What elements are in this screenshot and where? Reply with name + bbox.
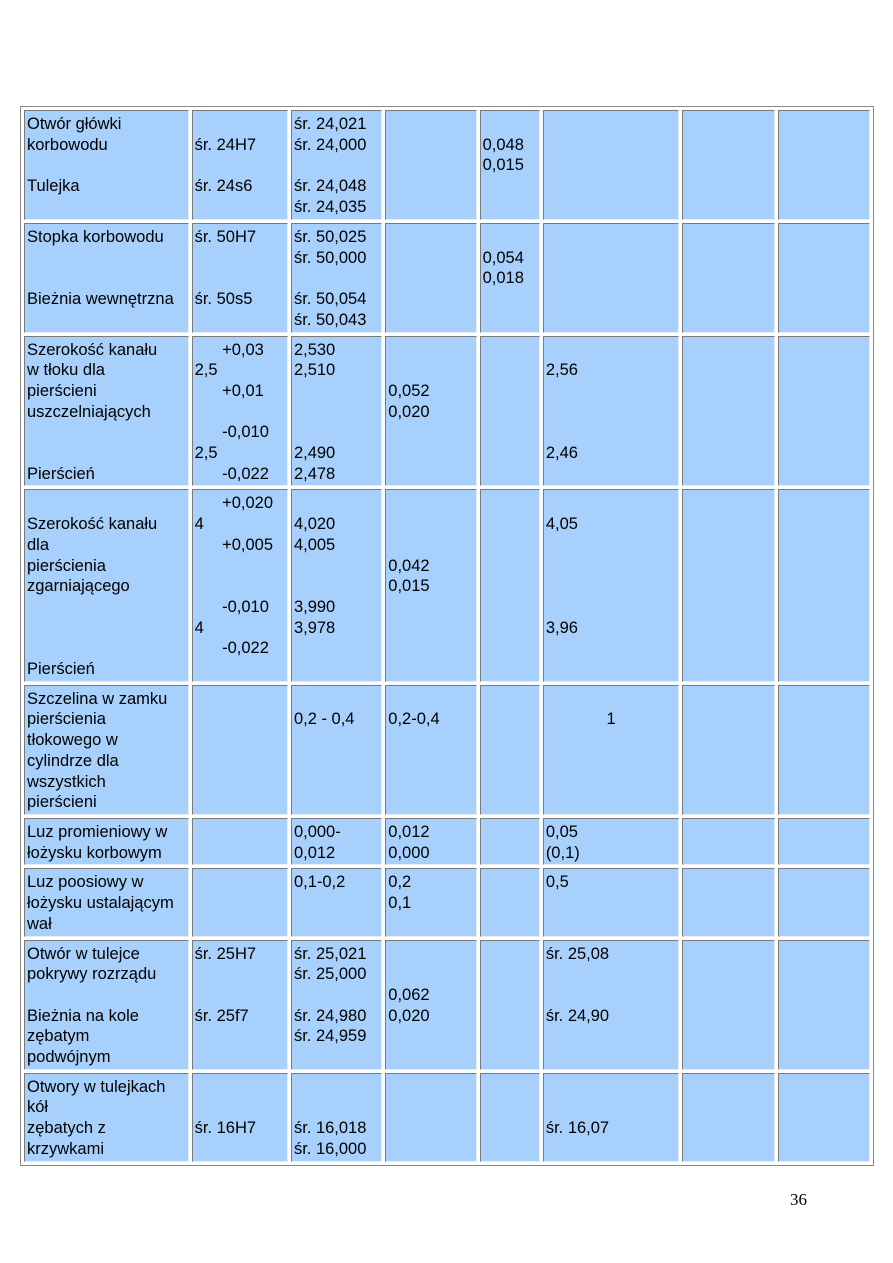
table-cell: [682, 1073, 774, 1162]
table-cell: 0,2-0,4: [385, 685, 476, 815]
table-cell: śr. 25,021 śr. 25,000 śr. 24,980 śr. 24,959: [291, 940, 382, 1070]
table-cell: 0,062 0,020: [385, 940, 476, 1070]
table-cell: [192, 868, 288, 936]
table-cell: 4,020 4,005 3,990 3,978: [291, 489, 382, 681]
table-cell: Luz poosiowy w łożysku ustalającym wał: [24, 868, 189, 936]
table-cell: [480, 1073, 540, 1162]
table-cell: śr. 50,025 śr. 50,000 śr. 50,054 śr. 50,043: [291, 223, 382, 333]
table-cell: 0,000- 0,012: [291, 818, 382, 865]
table-cell: śr. 25H7 śr. 25f7: [192, 940, 288, 1070]
table-cell: [778, 868, 870, 936]
table-cell: 1: [543, 685, 679, 815]
tolerance-table: [20, 106, 874, 1166]
table-cell: [682, 685, 774, 815]
table-row: [24, 868, 870, 936]
table-cell: [778, 940, 870, 1070]
table-cell: Szczelina w zamku pierścienia tłokowego w cylindrze dla wszystkich pierścieni: [24, 685, 189, 815]
table-cell: [682, 336, 774, 487]
table-row: [24, 685, 870, 815]
table-cell: 4,05 3,96: [543, 489, 679, 681]
table-row: [24, 818, 870, 865]
page-number: 36: [790, 1190, 807, 1209]
table-row: [24, 489, 870, 681]
table-cell: [778, 1073, 870, 1162]
table-cell: [480, 940, 540, 1070]
table-cell: 0,012 0,000: [385, 818, 476, 865]
table-cell: Luz promieniowy w łożysku korbowym: [24, 818, 189, 865]
table-cell: [543, 223, 679, 333]
table-cell: 2,56 2,46: [543, 336, 679, 487]
table-cell: śr. 50H7 śr. 50s5: [192, 223, 288, 333]
table-cell: śr. 16,07: [543, 1073, 679, 1162]
table-cell: 0,054 0,018: [480, 223, 540, 333]
table-row: [24, 223, 870, 333]
table-cell: [192, 685, 288, 815]
table-cell: Szerokość kanału w tłoku dla pierścieni uszczelniających Pierścień: [24, 336, 189, 487]
table-cell: 0,05 (0,1): [543, 818, 679, 865]
table-cell: 0,2 - 0,4: [291, 685, 382, 815]
table-cell: [778, 685, 870, 815]
table-cell: [682, 868, 774, 936]
table-cell: [682, 489, 774, 681]
table-cell: śr. 16H7: [192, 1073, 288, 1162]
table-row: [24, 336, 870, 487]
table-cell: 0,048 0,015: [480, 110, 540, 220]
table-cell: +0,03 2,5 +0,01 -0,010 2,5 -0,022: [192, 336, 288, 487]
table-cell: śr. 25,08 śr. 24,90: [543, 940, 679, 1070]
table-cell: [385, 1073, 476, 1162]
table-row: [24, 940, 870, 1070]
table-cell: [778, 223, 870, 333]
table-cell: Otwór w tulejce pokrywy rozrządu Bieżnia na kole zębatym podwójnym: [24, 940, 189, 1070]
table-cell: Szerokość kanału dla pierścienia zgarniającego Pierścień: [24, 489, 189, 681]
table-cell: śr. 24,021 śr. 24,000 śr. 24,048 śr. 24,035: [291, 110, 382, 220]
table-cell: [682, 818, 774, 865]
table-cell: +0,020 4 +0,005 -0,010 4 -0,022: [192, 489, 288, 681]
table-cell: [385, 110, 476, 220]
table-cell: Otwór główki korbowodu Tulejka: [24, 110, 189, 220]
table-cell: 0,2 0,1: [385, 868, 476, 936]
table-cell: śr. 24H7 śr. 24s6: [192, 110, 288, 220]
table-cell: [480, 336, 540, 487]
table-cell: Stopka korbowodu Bieżnia wewnętrzna: [24, 223, 189, 333]
table-cell: [778, 336, 870, 487]
table-cell: [192, 818, 288, 865]
table-cell: [480, 489, 540, 681]
table-cell: 0,1-0,2: [291, 868, 382, 936]
table-cell: Otwory w tulejkach kół zębatych z krzywkami: [24, 1073, 189, 1162]
table-cell: [778, 110, 870, 220]
table-row: [24, 110, 870, 220]
table-cell: [778, 818, 870, 865]
table-cell: [543, 110, 679, 220]
table-cell: [682, 110, 774, 220]
table-cell: 0,042 0,015: [385, 489, 476, 681]
table-row: [24, 1073, 870, 1162]
table-cell: [682, 223, 774, 333]
table-cell: 2,530 2,510 2,490 2,478: [291, 336, 382, 487]
table-cell: [778, 489, 870, 681]
table-cell: [480, 685, 540, 815]
table-cell: 0,052 0,020: [385, 336, 476, 487]
table-cell: [682, 940, 774, 1070]
table-cell: [480, 868, 540, 936]
table-cell: [385, 223, 476, 333]
table-cell: [480, 818, 540, 865]
table-cell: śr. 16,018 śr. 16,000: [291, 1073, 382, 1162]
table-cell: 0,5: [543, 868, 679, 936]
